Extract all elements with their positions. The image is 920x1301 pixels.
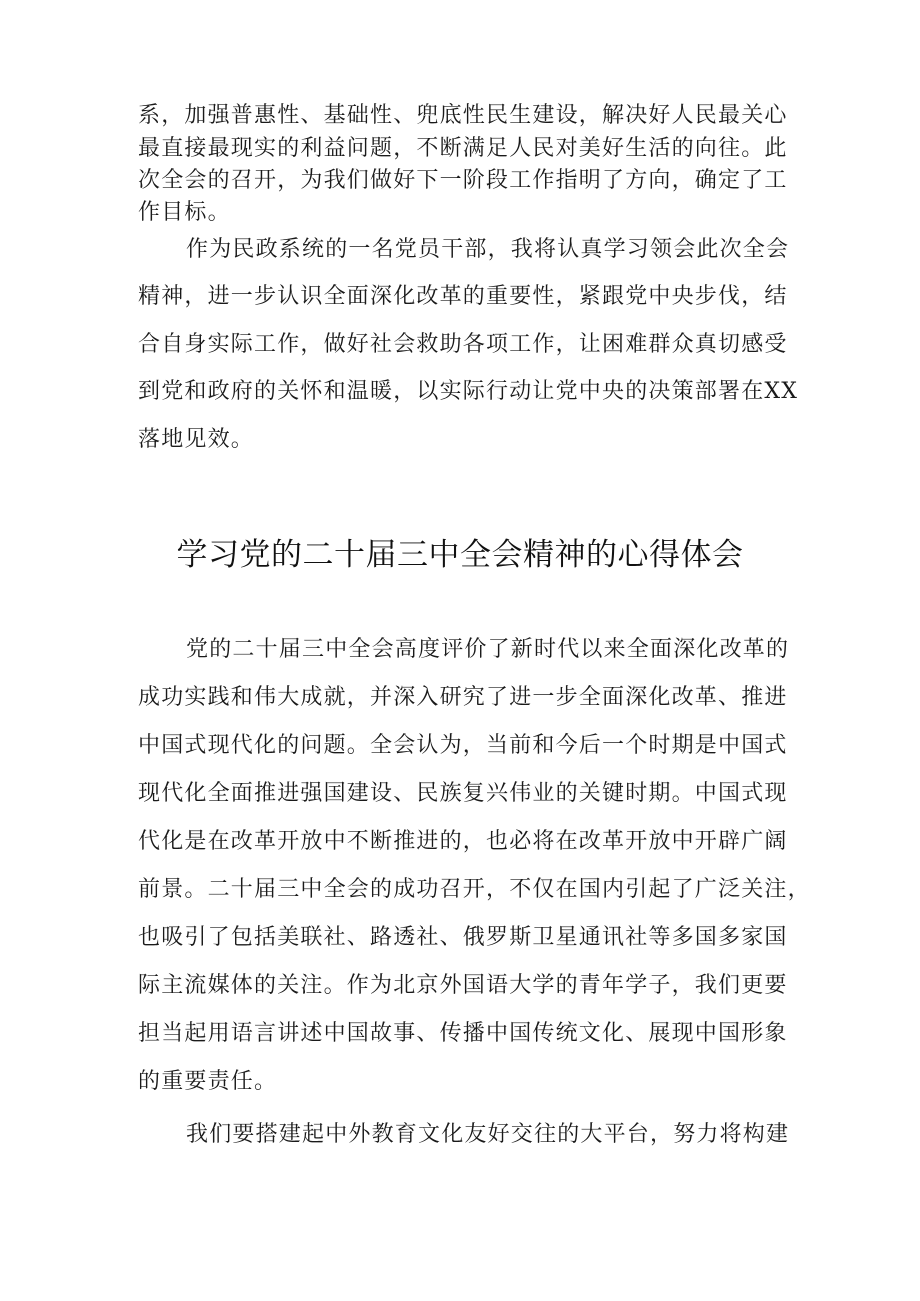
- paragraph-line: 成功实践和伟大成就，并深入研究了进一步全面深化改革、推进: [138, 685, 788, 710]
- paragraph-line: 精神，进一步认识全面深化改革的重要性，紧跟党中央步伐，结: [138, 284, 788, 309]
- paragraph-line: 前景。二十届三中全会的成功召开，不仅在国内引起了广泛关注，: [138, 877, 811, 902]
- paragraph-line: 担当起用语言讲述中国故事、传播中国传统文化、展现中国形象: [138, 1021, 788, 1046]
- paragraph-line: 次全会的召开，为我们做好下一阶段工作指明了方向，确定了工: [138, 168, 788, 193]
- paragraph-line: 党的二十届三中全会高度评价了新时代以来全面深化改革的: [186, 637, 790, 662]
- paragraph-line: 作为民政系统的一名党员干部，我将认真学习领会此次全会: [186, 237, 790, 262]
- paragraph-line: 中国式现代化的问题。全会认为，当前和今后一个时期是中国式: [138, 733, 788, 758]
- paragraph-line: 作目标。: [138, 200, 231, 225]
- paragraph-line: 到党和政府的关怀和温暖，以实际行动让党中央的决策部署在XX: [138, 379, 799, 404]
- paragraph-line: 合自身实际工作，做好社会救助各项工作，让困难群众真切感受: [138, 332, 788, 357]
- paragraph-line: 系，加强普惠性、基础性、兜底性民生建设，解决好人民最关心: [138, 103, 788, 128]
- paragraph-line: 最直接最现实的利益问题，不断满足人民对美好生活的向往。此: [138, 136, 788, 161]
- paragraph-line: 我们要搭建起中外教育文化友好交往的大平台，努力将构建: [186, 1122, 790, 1147]
- paragraph-line: 际主流媒体的关注。作为北京外国语大学的青年学子，我们更要: [138, 973, 788, 998]
- paragraph-line: 落地见效。: [138, 427, 255, 452]
- paragraph-line: 代化是在改革开放中不断推进的，也必将在改革开放中开辟广阔: [138, 829, 788, 854]
- paragraph-line: 也吸引了包括美联社、路透社、俄罗斯卫星通讯社等多国多家国: [138, 925, 788, 950]
- article-title: 学习党的二十届三中全会精神的心得体会: [176, 537, 744, 573]
- paragraph-line: 现代化全面推进强国建设、民族复兴伟业的关键时期。中国式现: [138, 781, 788, 806]
- paragraph-line: 的重要责任。: [138, 1069, 278, 1094]
